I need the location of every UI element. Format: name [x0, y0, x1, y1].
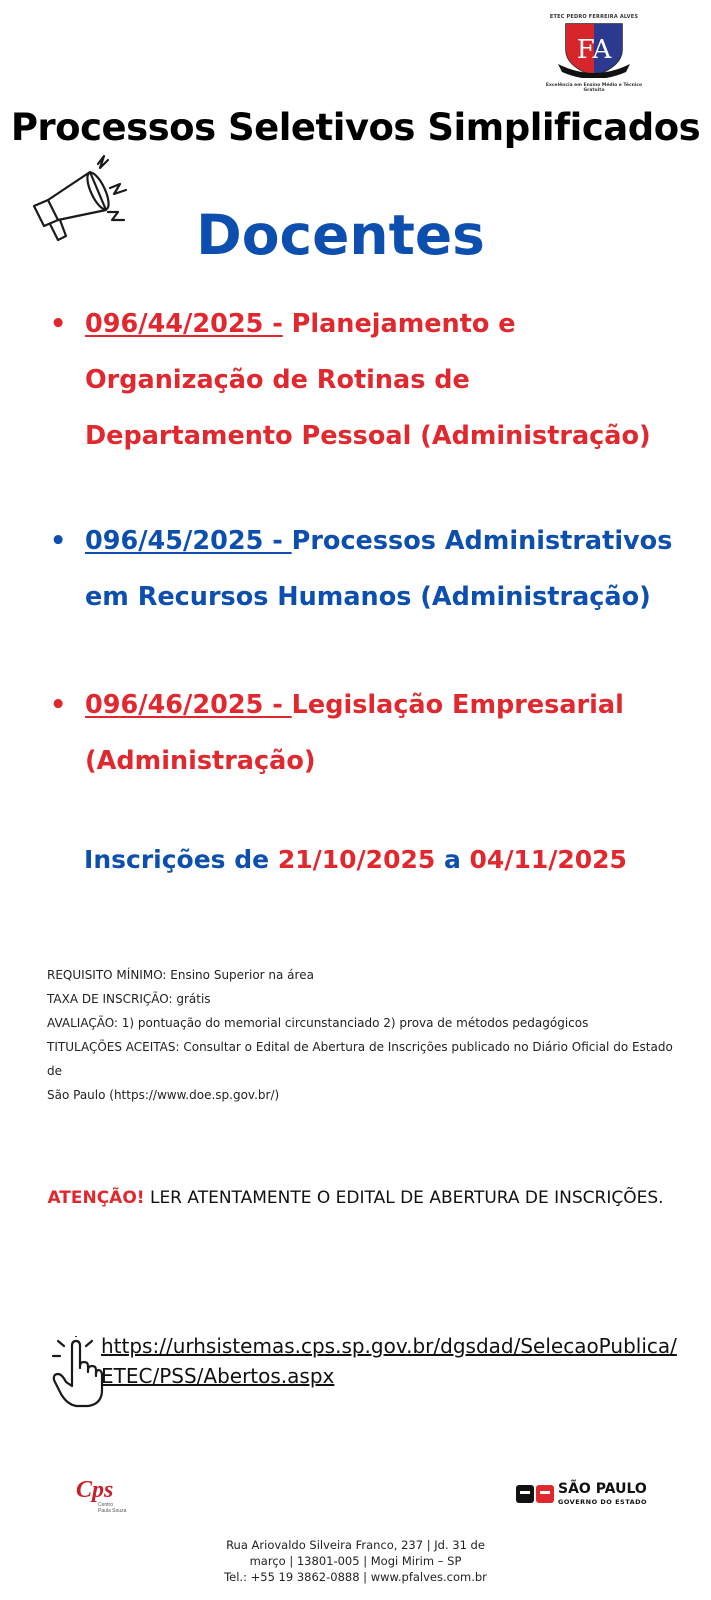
process-title: Legislação Empresarial	[291, 690, 624, 720]
process-title: Processos Administrativos	[291, 526, 673, 556]
school-logo-top-text: ETEC PEDRO FERREIRA ALVES	[549, 14, 639, 20]
requirement-titles-cont: São Paulo (https://www.doe.sp.gov.br/)	[47, 1088, 280, 1102]
registration-mid: a	[435, 845, 470, 874]
registration-prefix: Inscrições de	[84, 845, 278, 874]
school-logo	[544, 14, 644, 94]
requirement-min: REQUISITO MÍNIMO: Ensino Superior na área	[47, 968, 314, 982]
sp-flag-icon	[516, 1483, 556, 1507]
registration-end-date: 04/11/2025	[469, 845, 627, 874]
process-title-cont: em Recursos Humanos (Administração)	[85, 582, 651, 612]
requirements-block	[47, 963, 687, 1107]
requirement-evaluation: AVALIAÇÃO: 1) pontuação do memorial circunstanciado 2) prova de métodos pedagógicos	[47, 1016, 589, 1030]
process-item-2	[50, 513, 680, 625]
cps-logo-caption-1: Centro	[98, 1502, 114, 1508]
process-item-1	[50, 296, 680, 464]
attention-label: ATENÇÃO!	[47, 1188, 145, 1208]
footer-line-1: Rua Ariovaldo Silveira Franco, 237 | Jd. 31 de	[226, 1538, 485, 1552]
requirement-titles: TITULAÇÕES ACEITAS: Consultar o Edital de Abertura de Inscrições publicado no Diário Oficial do Estado de	[47, 1040, 673, 1078]
registration-start-date: 21/10/2025	[277, 845, 436, 874]
registration-period	[0, 845, 711, 874]
process-code[interactable]: 096/46/2025 -	[85, 690, 292, 720]
sp-logo-line-2: GOVERNO DO ESTADO	[558, 1498, 648, 1506]
attention-notice	[0, 1188, 711, 1208]
sp-government-logo	[516, 1481, 646, 1509]
link-line-1[interactable]: https://urhsistemas.cps.sp.gov.br/dgsdad/SelecaoPublica/	[101, 1334, 677, 1358]
bullet-icon: •	[50, 309, 67, 339]
svg-text:FA: FA	[576, 35, 612, 65]
school-crest-icon	[556, 20, 632, 78]
subtitle-text: Docentes	[196, 203, 485, 267]
cps-logo-mark: Cps	[76, 1477, 114, 1503]
bullet-icon: •	[50, 526, 67, 556]
process-title: Planejamento e	[282, 309, 516, 339]
attention-text: LER ATENTAMENTE O EDITAL DE ABERTURA DE INSCRIÇÕES.	[144, 1188, 664, 1208]
subtitle	[0, 203, 711, 267]
cps-logo	[74, 1475, 134, 1515]
footer-line-2: março | 13801-005 | Mogi Mirim – SP	[249, 1554, 462, 1568]
bullet-icon: •	[50, 690, 67, 720]
requirement-fee: TAXA DE INSCRIÇÃO: grátis	[47, 992, 211, 1006]
pointing-hand-icon	[50, 1336, 104, 1408]
link-line-2[interactable]: ETEC/PSS/Abertos.aspx	[101, 1364, 335, 1388]
process-title-cont: (Administração)	[85, 746, 316, 776]
footer-address	[0, 1537, 711, 1585]
page-title: Processos Seletivos Simplificados	[10, 106, 701, 149]
school-logo-slogan: Excelência em Ensino Médio e Técnico Gratuito	[545, 83, 643, 93]
footer-line-3: Tel.: +55 19 3862-0888 | www.pfalves.com.br	[224, 1570, 487, 1584]
process-code[interactable]: 096/45/2025 -	[85, 526, 292, 556]
cps-logo-caption-2: Paula Souza	[98, 1508, 127, 1514]
process-code[interactable]: 096/44/2025 -	[85, 309, 283, 339]
selection-link[interactable]	[101, 1331, 701, 1391]
process-title-cont: Organização de Rotinas de	[85, 365, 470, 395]
sp-logo-line-1: SÃO PAULO	[558, 1481, 647, 1497]
process-item-3	[50, 677, 680, 789]
process-title-cont: Departamento Pessoal (Administração)	[85, 421, 651, 451]
